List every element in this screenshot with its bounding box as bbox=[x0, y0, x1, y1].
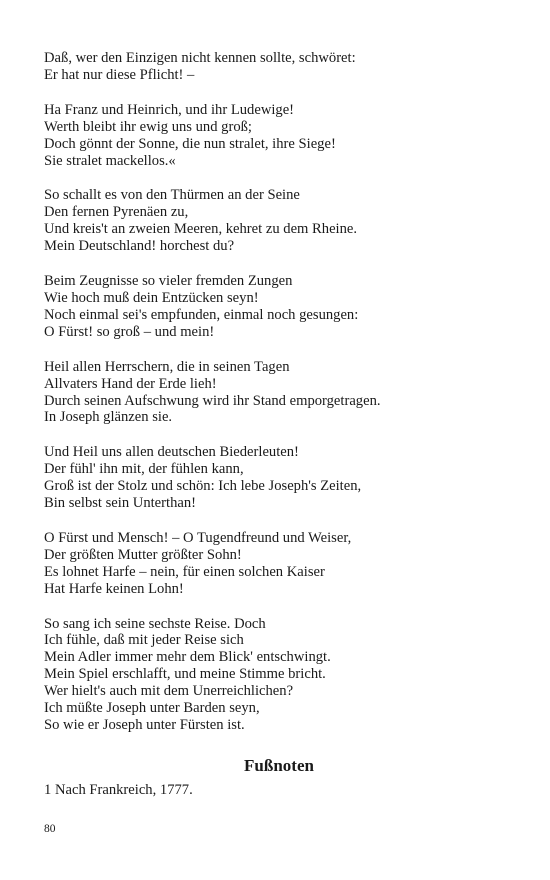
verse-line: Daß, wer den Einzigen nicht kennen sollte, schwöret: bbox=[44, 50, 356, 66]
footnotes-heading: Fußnoten bbox=[244, 755, 314, 775]
stanza bbox=[44, 273, 514, 341]
stanza bbox=[44, 50, 514, 84]
stanza bbox=[44, 187, 514, 255]
stanza bbox=[44, 102, 514, 170]
verse-line: Doch gönnt der Sonne, die nun stralet, ihre Siege! bbox=[44, 135, 336, 152]
verse-line: Durch seinen Aufschwung wird ihr Stand emporgetragen. bbox=[44, 392, 381, 409]
verse-line: So sang ich seine sechste Reise. Doch bbox=[44, 615, 266, 632]
verse-line: Es lohnet Harfe – nein, für einen solchen Kaiser bbox=[44, 563, 325, 580]
footnote-list bbox=[44, 782, 514, 799]
verse-line: So schallt es von den Thürmen an der Seine bbox=[44, 187, 300, 204]
stanza bbox=[44, 444, 514, 512]
page-content bbox=[44, 50, 514, 799]
verse-line: Mein Deutschland! horchest du? bbox=[44, 238, 235, 255]
verse-line: Groß ist der Stolz und schön: Ich lebe Joseph's Zeiten, bbox=[44, 478, 362, 495]
verse-line: Sie stralet mackellos.« bbox=[44, 152, 176, 169]
stanza bbox=[44, 616, 514, 734]
verse-line: Ich müßte Joseph unter Barden seyn, bbox=[44, 700, 260, 717]
verse-line: Ich fühle, daß mit jeder Reise sich bbox=[44, 632, 244, 649]
stanza bbox=[44, 530, 514, 598]
verse-line: Er hat nur diese Pflicht! – bbox=[44, 66, 195, 83]
verse-line: Wer hielt's auch mit dem Unerreichlichen? bbox=[44, 683, 294, 700]
verse-line: Ha Franz und Heinrich, und ihr Ludewige! bbox=[44, 101, 295, 118]
verse-line: Werth bleibt ihr ewig uns und groß; bbox=[44, 118, 252, 135]
footnote: 1 Nach Frankreich, 1777. bbox=[44, 781, 193, 798]
verse-line: Der größten Mutter größter Sohn! bbox=[44, 546, 242, 563]
verse-line: Hat Harfe keinen Lohn! bbox=[44, 580, 184, 597]
verse-line: So wie er Joseph unter Fürsten ist. bbox=[44, 717, 245, 733]
verse-line: Und kreis't an zweien Meeren, kehret zu dem Rheine. bbox=[44, 221, 358, 238]
verse-line: Allvaters Hand der Erde lieh! bbox=[44, 375, 217, 392]
verse-line: O Fürst und Mensch! – O Tugendfreund und Weiser, bbox=[44, 529, 352, 546]
poem bbox=[44, 50, 514, 734]
verse-line: Der fühl' ihn mit, der fühlen kann, bbox=[44, 461, 244, 478]
verse-line: Mein Spiel erschlafft, und meine Stimme bricht. bbox=[44, 666, 326, 683]
verse-line: O Fürst! so groß – und mein! bbox=[44, 323, 215, 340]
verse-line: Heil allen Herrschern, die in seinen Tagen bbox=[44, 358, 290, 375]
verse-line: Mein Adler immer mehr dem Blick' entschwingt. bbox=[44, 649, 331, 666]
verse-line: Noch einmal sei's empfunden, einmal noch gesungen: bbox=[44, 306, 359, 323]
verse-line: Wie hoch muß dein Entzücken seyn! bbox=[44, 289, 259, 306]
stanza bbox=[44, 359, 514, 427]
verse-line: Und Heil uns allen deutschen Biederleuten! bbox=[44, 444, 299, 461]
verse-line: Bin selbst sein Unterthan! bbox=[44, 495, 196, 512]
verse-line: Den fernen Pyrenäen zu, bbox=[44, 204, 189, 221]
verse-line: Beim Zeugnisse so vieler fremden Zungen bbox=[44, 273, 293, 290]
verse-line: In Joseph glänzen sie. bbox=[44, 409, 173, 426]
page-number: 80 bbox=[44, 823, 56, 835]
